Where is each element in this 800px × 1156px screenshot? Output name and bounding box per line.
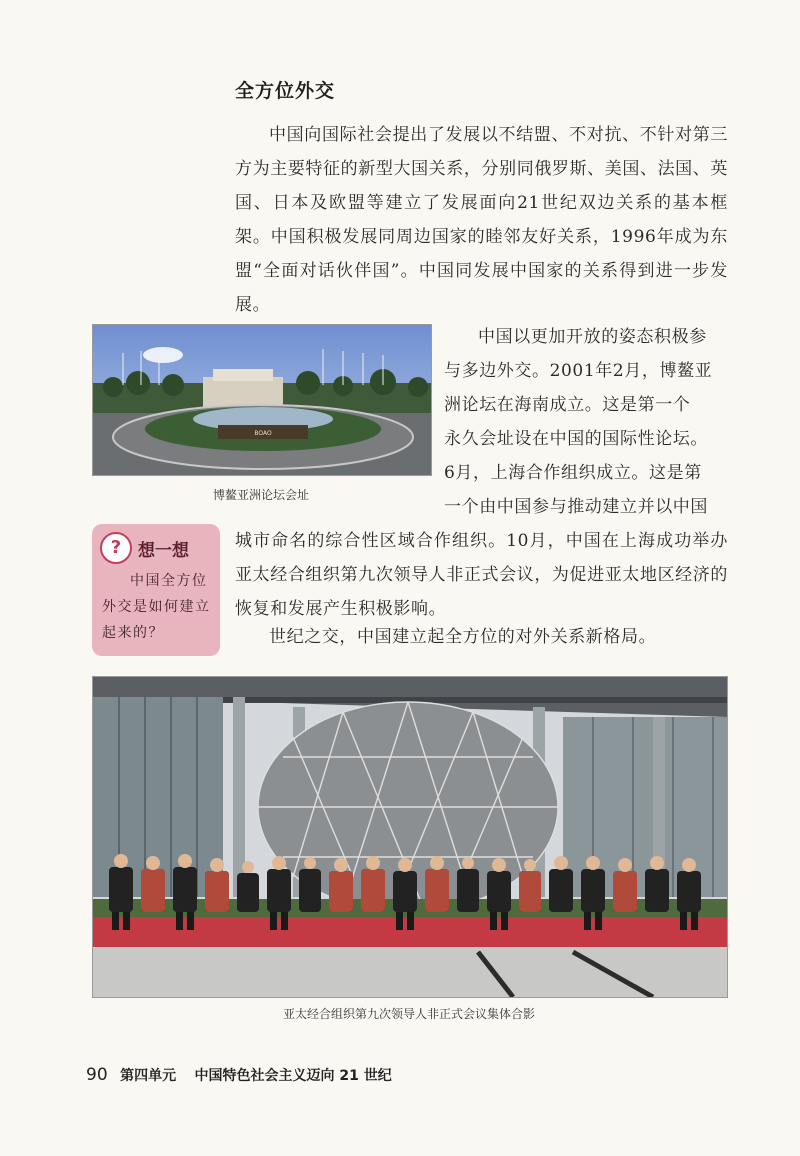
paragraph-2-line: 与多边外交。2001年2月，博鳌亚 — [444, 361, 713, 381]
question-icon: ? — [100, 532, 132, 564]
think-box — [92, 524, 220, 656]
think-title: 想一想 — [138, 541, 189, 561]
photo1-caption: 博鳌亚洲论坛会址 — [212, 488, 309, 502]
paragraph-2-continued: 城市命名的综合性区域合作组织。10月，中国在上海成功举办亚太经合组织第九次领导人非正式会议，为促进亚太地区经济的恢复和发展产生积极影响。 — [235, 531, 728, 619]
paragraph-2-line: 中国以更加开放的姿态积极参 — [478, 327, 707, 347]
paragraph-3: 世纪之交，中国建立起全方位的对外关系新格局。 — [269, 627, 657, 647]
photo2-caption: 亚太经合组织第九次领导人非正式会议集体合影 — [282, 1007, 535, 1021]
page-number: 90 — [86, 1065, 108, 1085]
paragraph-2-line: 洲论坛在海南成立。这是第一个 — [444, 395, 691, 415]
apec-group-photo — [92, 676, 728, 998]
svg-text:BOAO: BOAO — [254, 430, 272, 437]
paragraph-2-wrap — [444, 320, 728, 524]
think-question: 中国全方位外交是如何建立起来的？ — [102, 573, 211, 641]
section-heading: 全方位外交 — [235, 80, 336, 102]
boao-forum-image — [93, 325, 431, 475]
paragraph-2-line: 一个由中国参与推动建立并以中国 — [444, 497, 708, 517]
paragraph-1: 中国向国际社会提出了发展以不结盟、不对抗、不针对第三方为主要特征的新型大国关系，分别同俄罗斯、美国、法国、英国、日本及欧盟等建立了发展面向21世纪双边关系的基本框架。中国积极发展同周边国家的睦邻友好关系，1996年成为东盟“全面对话伙伴国”。中国同发展中国家的关系得到进一步发展。 — [235, 125, 728, 315]
page-footer — [86, 1065, 392, 1085]
apec-group-image — [93, 677, 727, 997]
unit-label: 第四单元 — [120, 1068, 177, 1084]
paragraph-2-line: 6月，上海合作组织成立。这是第 — [444, 463, 702, 483]
boao-forum-photo — [92, 324, 432, 476]
unit-title: 中国特色社会主义迈向 21 世纪 — [194, 1068, 392, 1084]
paragraph-2-line: 永久会址设在中国的国际性论坛。 — [444, 429, 708, 449]
